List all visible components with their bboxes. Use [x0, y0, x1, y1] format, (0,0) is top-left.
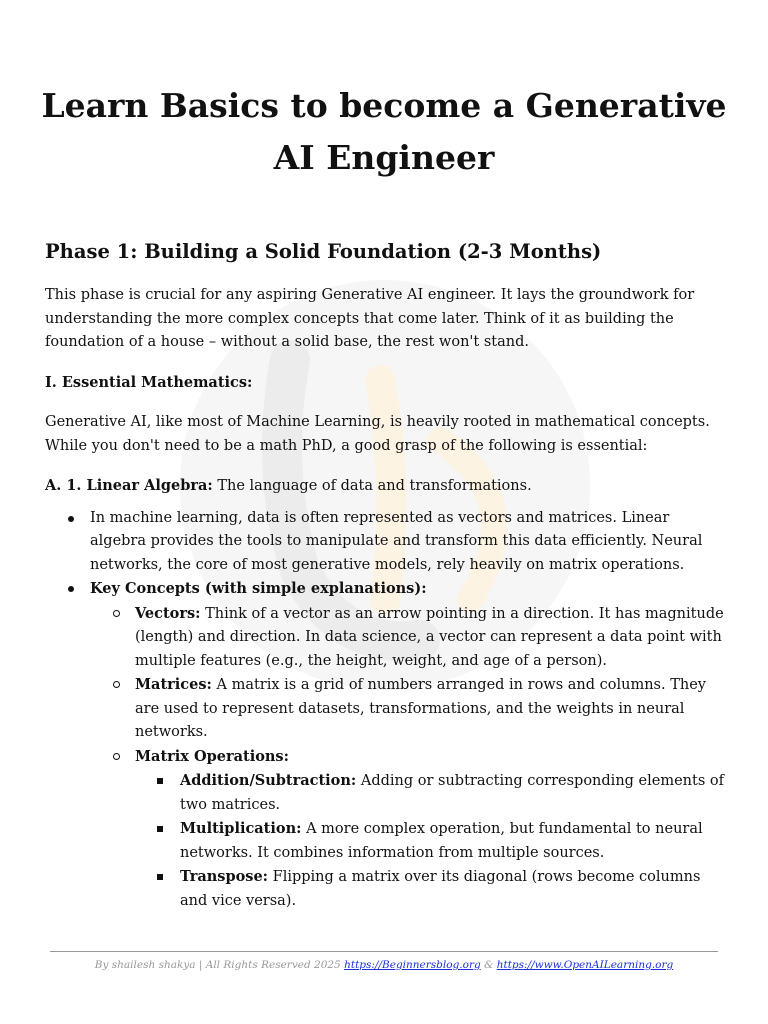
key-concepts-list [90, 602, 725, 914]
math-intro-paragraph: Generative AI, like most of Machine Learning, is heavily rooted in mathematical concepts. While you don't need to be a math PhD, a good grasp of the following is essential: [45, 414, 710, 454]
math-heading: I. Essential Mathematics: [45, 373, 253, 391]
list-item: Matrix Operations: Addition/Subtraction: Adding or subtracting corresponding elements of two matrices. Multiplication: A more complex operation, but fundamental to neural networks. It combines information from multiple sources. Transpose: Flipping a matrix over its diagonal (rows become columns and vice versa). [135, 745, 725, 914]
footer [0, 959, 768, 971]
linear-algebra-list [45, 507, 725, 914]
page-title: Learn Basics to become a Generative AI Engineer [41, 86, 727, 177]
footer-separator: & [484, 959, 497, 971]
linear-algebra-line [45, 474, 725, 499]
list-item: Vectors: Think of a vector as an arrow pointing in a direction. It has magnitude (length) and direction. In data science, a vector can represent a data point with multiple features (e.g., the height, weight, and age of a person). [135, 602, 725, 674]
footer-credit: By shailesh shakya | All Rights Reserved 2025 [94, 959, 345, 971]
intro-paragraph: This phase is crucial for any aspiring Generative AI engineer. It lays the groundwork for understanding the more complex concepts that come later. Think of it as building the foundation of a house – without a solid base, the rest won't stand. [45, 287, 695, 350]
list-item: In machine learning, data is often represented as vectors and matrices. Linear algebra provides the tools to manipulate and transform this data efficiently. Neural networks, the core of most generative models, rely heavily on matrix operations. [45, 507, 725, 578]
matrix-operations-list [135, 769, 725, 913]
beginnersblog-link[interactable]: https://Beginnersblog.org [344, 959, 481, 971]
list-item: Transpose: Flipping a matrix over its diagonal (rows become columns and vice versa). [180, 865, 725, 913]
list-item: Addition/Subtraction: Adding or subtracting corresponding elements of two matrices. [180, 769, 725, 817]
phase-heading: Phase 1: Building a Solid Foundation (2-3 Months) [45, 240, 602, 263]
linear-algebra-label: A. 1. Linear Algebra: [45, 477, 213, 494]
list-item [45, 577, 725, 913]
openailearning-link[interactable]: https://www.OpenAILearning.org [496, 959, 674, 971]
key-concepts-label: Key Concepts (with simple explanations): [90, 580, 427, 597]
linear-algebra-desc: The language of data and transformations. [212, 478, 532, 494]
list-item: Multiplication: A more complex operation, but fundamental to neural networks. It combines information from multiple sources. [180, 817, 725, 865]
document-body [45, 238, 725, 913]
footer-divider [50, 951, 718, 952]
list-item: Matrices: A matrix is a grid of numbers arranged in rows and columns. They are used to represent datasets, transformations, and the weights in neural networks. [135, 673, 725, 745]
